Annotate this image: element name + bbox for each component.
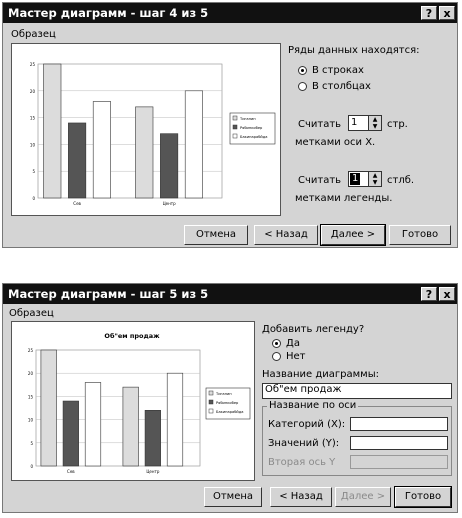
legend-swatch xyxy=(209,391,213,395)
legend-entry: Тиганин xyxy=(216,392,232,396)
radio-legend-no-label[interactable]: Нет xyxy=(286,351,306,362)
radio-columns[interactable] xyxy=(298,82,307,91)
axis-x-input[interactable] xyxy=(350,417,448,431)
axis-x-label: Категорий (X): xyxy=(268,419,346,430)
y-tick-label: 0 xyxy=(30,464,33,469)
y-tick-label: 25 xyxy=(27,348,33,353)
bar-2-2 xyxy=(160,134,177,198)
x-tick-label: Сев xyxy=(67,469,75,474)
bar-3-2 xyxy=(185,91,202,198)
bar-3-1 xyxy=(93,102,110,198)
back-button[interactable]: < Назад xyxy=(270,487,332,507)
axis-group-label: Название по оси xyxy=(269,400,357,411)
preview-label: Образец xyxy=(11,29,56,40)
x-tick-label: Центр xyxy=(162,201,176,206)
legend-swatch xyxy=(233,116,237,120)
rows-spinner[interactable] xyxy=(348,115,382,131)
chart-name-label: Название диаграммы: xyxy=(262,369,379,380)
series-location-label: Ряды данных находятся: xyxy=(288,45,420,56)
legend-entry: Тиганин xyxy=(240,117,256,121)
preview-label: Образец xyxy=(9,308,54,319)
next-button: Далее > xyxy=(335,487,391,507)
count-cols-label: Считать xyxy=(298,175,342,186)
cols-spinner-value[interactable]: 1 xyxy=(352,173,359,184)
close-icon[interactable]: x xyxy=(439,287,455,301)
chart-preview xyxy=(11,43,281,216)
legend-entry: Бакинарабйда xyxy=(240,135,268,139)
cancel-button[interactable]: Отмена xyxy=(204,487,262,507)
cancel-button[interactable]: Отмена xyxy=(184,225,248,245)
help-icon[interactable]: ? xyxy=(421,6,437,20)
y-tick-label: 5 xyxy=(32,169,35,175)
y-tick-label: 15 xyxy=(27,394,33,400)
y-tick-label: 20 xyxy=(29,88,35,94)
legend-entry: Рябинкобер xyxy=(240,126,263,130)
axis-y-label: Значений (Y): xyxy=(268,438,340,449)
finish-button[interactable]: Готово xyxy=(389,225,451,245)
bar-1-2 xyxy=(136,107,153,198)
y-tick-label: 15 xyxy=(29,115,35,121)
spinner-arrows-icon[interactable]: ▲ ▼ xyxy=(368,116,381,130)
bar-1-2 xyxy=(123,387,139,466)
bar-2-1 xyxy=(68,123,85,198)
chart-name-input[interactable]: Об"ем продаж xyxy=(262,383,452,399)
y-tick-label: 10 xyxy=(29,142,35,148)
axis-y2-label: Вторая ось Y xyxy=(268,457,336,468)
bar-1-1 xyxy=(44,64,61,198)
chart-preview-svg xyxy=(12,322,254,480)
next-button[interactable]: Далее > xyxy=(321,225,385,245)
x-tick-label: Центр xyxy=(146,469,160,474)
chart-title: Об"ем продаж xyxy=(104,332,160,340)
radio-rows[interactable] xyxy=(298,66,307,75)
legend-swatch xyxy=(233,134,237,138)
axis-y2-input xyxy=(350,455,448,469)
radio-legend-yes-label[interactable]: Да xyxy=(286,338,300,349)
bar-2-2 xyxy=(145,410,161,466)
radio-legend-yes[interactable] xyxy=(272,339,281,348)
count-rows-label: Считать xyxy=(298,119,342,130)
legend-entry: Рябинкобер xyxy=(216,401,239,405)
spinner-arrows-icon[interactable]: ▲ ▼ xyxy=(368,172,381,186)
legend-entry: Бакинарабйда xyxy=(216,410,244,414)
bar-3-1 xyxy=(85,382,101,466)
chart-preview xyxy=(11,321,255,481)
legend-swatch xyxy=(233,125,237,129)
finish-button[interactable]: Готово xyxy=(395,487,451,507)
bar-3-2 xyxy=(167,373,183,466)
chart-preview-svg xyxy=(12,44,280,215)
y-tick-label: 25 xyxy=(29,62,35,67)
legend-swatch xyxy=(209,409,213,413)
radio-legend-no[interactable] xyxy=(272,352,281,361)
y-tick-label: 20 xyxy=(27,371,33,377)
cols-spinner[interactable] xyxy=(348,171,382,187)
rows-note-label: метками оси X. xyxy=(295,137,376,148)
bar-2-1 xyxy=(63,401,79,466)
dialog-title-step5: Мастер диаграмм - шаг 5 из 5 xyxy=(3,284,457,304)
back-button[interactable]: < Назад xyxy=(254,225,318,245)
y-tick-label: 10 xyxy=(27,417,33,423)
legend-question-label: Добавить легенду? xyxy=(262,324,365,335)
y-tick-label: 5 xyxy=(30,440,33,446)
bar-1-1 xyxy=(41,350,57,466)
close-icon[interactable]: x xyxy=(439,6,455,20)
y-tick-label: 0 xyxy=(32,196,35,201)
help-icon[interactable]: ? xyxy=(421,287,437,301)
dialog-title-step4: Мастер диаграмм - шаг 4 из 5 xyxy=(3,3,457,23)
rows-spinner-value[interactable]: 1 xyxy=(351,117,358,128)
axis-y-input[interactable] xyxy=(350,436,448,450)
radio-rows-label[interactable]: В строках xyxy=(312,65,364,76)
cols-unit-label: стлб. xyxy=(387,175,415,186)
chart-wizard-step5-dialog xyxy=(2,283,458,513)
rows-unit-label: стр. xyxy=(387,119,408,130)
chart-wizard-step4-dialog xyxy=(2,2,458,248)
cols-note-label: метками легенды. xyxy=(295,193,393,204)
legend-swatch xyxy=(209,400,213,404)
x-tick-label: Сев xyxy=(73,201,81,206)
radio-columns-label[interactable]: В столбцах xyxy=(312,81,371,92)
